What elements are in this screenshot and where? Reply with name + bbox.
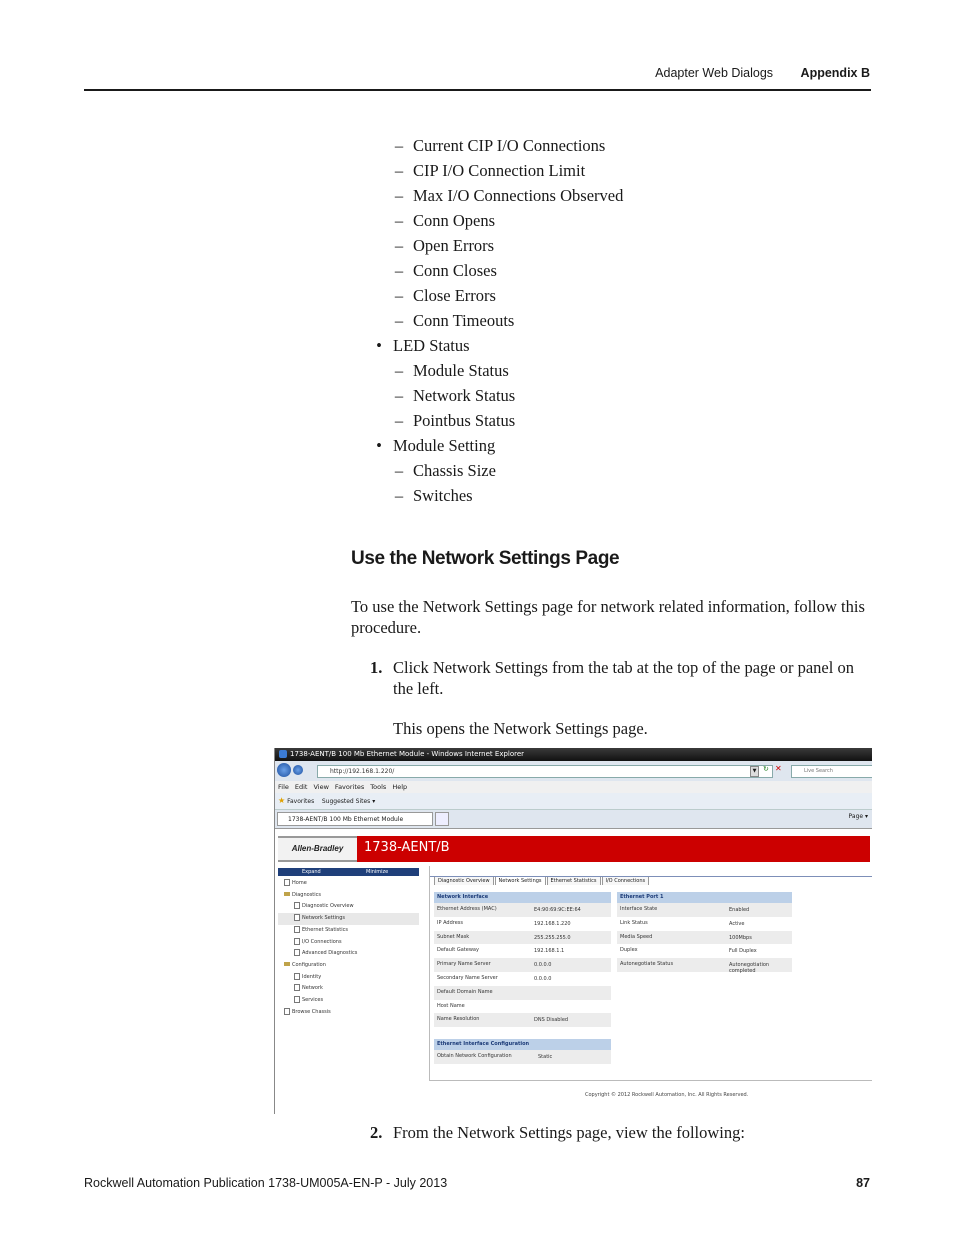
step-1 [370,657,873,699]
menu-tools[interactable]: Tools [370,783,387,791]
row-label: Obtain Network Configuration [437,1053,512,1059]
list-item [394,286,496,306]
table-row [434,986,611,1000]
dash-marker: – [394,311,404,330]
page-tab[interactable]: I/O Connections [602,876,650,885]
step-number: 1. [370,658,383,677]
header-rule [84,89,871,91]
row-label: Media Speed [620,933,653,940]
nav-item-label: Identity [302,973,322,980]
nav-item-label: Home [292,880,307,886]
page-content [429,866,872,1081]
list-item-text: Open Errors [413,236,495,255]
stop-icon[interactable]: ✕ [775,764,782,773]
model-title: 1738-AENT/B [364,840,450,855]
menu-help[interactable]: Help [392,783,408,791]
table-row [617,931,792,945]
bullet-marker: • [376,436,382,455]
list-item-text: Max I/O Connections Observed [413,186,624,205]
list-item-text: Conn Opens [413,211,496,230]
page-tab[interactable]: Network Settings [495,876,546,885]
step-text: From the Network Settings page, view the following: [393,1123,745,1142]
new-tab-button[interactable] [435,812,449,826]
address-bar [275,761,872,781]
nav-item[interactable] [278,925,419,937]
table-row [434,944,611,958]
page-tab[interactable]: Ethernet Statistics [547,876,601,885]
sidebar-toolbar [278,868,419,876]
row-value: Active [729,920,745,927]
header-section: Adapter Web Dialogs [655,66,774,80]
running-header [655,66,870,80]
menu-view[interactable]: View [313,783,329,791]
row-label: Default Domain Name [437,988,493,995]
table-header: Ethernet Interface Configuration [434,1039,611,1050]
nav-item[interactable] [278,913,419,925]
table-row [434,1050,611,1064]
row-value: 192.168.1.1 [534,948,565,955]
dash-marker: – [394,411,404,430]
interface-config-table [434,1039,611,1064]
nav-item-label: Services [302,997,324,1004]
browser-tab[interactable]: 1738-AENT/B 100 Mb Ethernet Module [277,812,433,826]
page-menu[interactable]: Page ▾ [848,813,868,820]
nav-item-label: Browse Chassis [292,1008,331,1015]
menu-edit[interactable]: Edit [294,783,308,791]
nav-item-label: Configuration [292,961,326,968]
row-label: Default Gateway [437,947,479,954]
list-item-text: Close Errors [413,286,496,305]
dash-marker: – [394,461,404,480]
favorites-button[interactable]: Favorites [287,798,315,805]
table-row [434,1000,611,1014]
intro-paragraph: To use the Network Settings page for network related information, follow this procedure. [351,597,865,637]
nav-item[interactable] [278,972,419,984]
row-label: Name Resolution [437,1016,480,1023]
table-row [434,1013,611,1027]
nav-tree [278,878,419,1018]
list-item [376,436,496,456]
list-item [394,411,516,431]
dash-marker: – [394,136,404,155]
header-appendix: Appendix B [800,66,870,80]
row-value: Full Duplex [729,948,757,955]
browser-screenshot [274,748,872,1114]
tab-underline [430,876,872,877]
nav-item[interactable] [278,995,419,1007]
step-2 [370,1122,873,1143]
dash-marker: – [394,361,404,380]
row-label: Primary Name Server [437,961,491,968]
nav-item-label: Diagnostic Overview [302,903,354,910]
nav-sidebar [278,868,419,1018]
list-item [394,186,624,206]
list-item-text: Pointbus Status [413,411,516,430]
row-label: Link Status [620,919,648,926]
row-label: Subnet Mask [437,933,470,940]
dash-marker: – [394,161,404,180]
list-item-text: Module Setting [393,436,496,455]
page-icon [284,1008,290,1015]
table-row [434,931,611,945]
minimize-button[interactable]: Minimize [366,869,389,875]
url-dropdown-icon[interactable]: ▼ [750,766,759,777]
bullet-marker: • [376,336,382,355]
nav-item-label: Diagnostics [292,891,322,898]
folder-icon [284,962,290,966]
favorites-star-icon: ★ [278,796,286,805]
window-titlebar [275,748,872,761]
row-label: Interface State [620,906,658,912]
menu-favorites[interactable]: Favorites [334,783,365,791]
row-value [534,986,594,990]
footer-publication: Rockwell Automation Publication 1738-UM005A-EN-P - July 2013 [84,1176,448,1190]
list-item-text: Conn Closes [413,261,497,280]
nav-item[interactable] [278,1007,419,1019]
url-field[interactable]: http://192.168.1.220/ [317,765,773,778]
window-title: 1738-AENT/B 100 Mb Ethernet Module - Windows Internet Explorer [290,750,525,758]
ethernet-port-table [617,892,792,975]
list-item-text: Module Status [413,361,509,380]
list-item [394,161,586,181]
list-item-text: CIP I/O Connection Limit [413,161,586,180]
step-text: Click Network Settings from the tab at the top of the page or panel on the left. [393,658,854,698]
list-item [394,211,496,231]
list-item-text: Switches [413,486,473,505]
page-icon [294,926,300,933]
page-icon [284,879,290,886]
table-row [617,903,792,917]
table-row [617,958,792,975]
footer-page-number: 87 [856,1176,870,1190]
list-item [394,361,509,381]
list-item [394,236,495,256]
suggested-sites-link[interactable]: Suggested Sites ▾ [321,798,376,805]
nav-item-label: Ethernet Statistics [302,926,348,933]
list-item-text: Network Status [413,386,516,405]
list-item [394,261,497,281]
dash-marker: – [394,286,404,305]
row-value: 192.168.1.220 [534,920,571,927]
list-item [394,461,496,481]
list-item-text: Chassis Size [413,461,496,480]
page-tab[interactable]: Diagnostic Overview [434,876,494,885]
nav-item-label: I/O Connections [302,938,342,945]
forward-icon[interactable] [293,765,303,775]
row-value: 0.0.0.0 [534,962,552,969]
table-row [617,917,792,931]
step-number: 2. [370,1123,383,1142]
row-label: IP Address [437,919,463,926]
page-icon [294,938,300,945]
dash-marker: – [394,186,404,205]
list-item [394,386,516,406]
tab-bar [275,810,872,829]
nav-item[interactable] [278,983,419,995]
product-banner [278,836,870,862]
list-item-text: LED Status [393,336,470,355]
table-row [434,958,611,972]
page-icon [294,914,300,921]
menu-bar [275,781,872,793]
row-value: 255.255.255.0 [534,934,571,941]
dash-marker: – [394,211,404,230]
dash-marker: – [394,386,404,405]
row-value: Enabled [729,907,750,913]
menu-file[interactable]: File [278,783,289,791]
favorites-bar [275,793,872,810]
nav-item[interactable] [278,890,419,902]
folder-icon [284,892,290,896]
page-icon [294,984,300,991]
list-item-text: Conn Timeouts [413,311,515,330]
dash-marker: – [394,261,404,280]
nav-item[interactable] [278,901,419,913]
table-row [434,917,611,931]
nav-item-label: Advanced Diagnostics [302,950,358,957]
list-item [394,136,606,156]
page-icon [294,996,300,1003]
row-label: Autonegotiate Status [620,961,674,968]
back-icon[interactable] [277,763,291,777]
row-label: Secondary Name Server [437,974,498,981]
page-icon [294,902,300,909]
row-value: 0.0.0.0 [534,975,552,982]
step-1-result: This opens the Network Settings page. [393,719,648,738]
table-header: Ethernet Port 1 [617,892,792,903]
section-title: Use the Network Settings Page [351,548,620,569]
nav-item[interactable] [278,960,419,972]
expand-button[interactable]: Expand [302,869,321,875]
row-value: E4:90:69:9C:EE:64 [534,907,581,913]
row-label: Ethernet Address (MAC) [437,906,497,912]
table-header: Network Interface [434,892,611,903]
page-icon [294,949,300,956]
table-row [617,944,792,958]
row-label: Duplex [620,947,638,954]
allen-bradley-logo: Allen-Bradley [278,836,357,862]
nav-item[interactable] [278,878,419,890]
page-tabs [434,867,650,884]
nav-item-label: Network [302,985,323,992]
refresh-icon[interactable]: ↻ [763,765,769,773]
dash-marker: – [394,486,404,505]
dash-marker: – [394,236,404,255]
row-value: Static [538,1054,553,1060]
copyright: Copyright © 2012 Rockwell Automation, Inc. All Rights Reserved. [585,1092,749,1098]
ie-icon [279,750,287,758]
nav-item[interactable] [278,948,419,960]
list-item [394,486,473,506]
page-icon [294,973,300,980]
table-row [434,903,611,917]
list-item [394,311,515,331]
search-field[interactable]: Live Search [791,765,872,778]
row-value: Autonegotiation completed [729,962,770,975]
row-value: 100Mbps [729,934,752,941]
table-row [434,972,611,986]
network-interface-table [434,892,611,1027]
nav-item-label: Network Settings [302,915,345,922]
row-label: Host Name [437,1002,465,1009]
list-item-text: Current CIP I/O Connections [413,136,606,155]
list-item [376,336,470,356]
row-value: DNS Disabled [534,1017,569,1024]
row-value [534,1000,594,1004]
nav-item[interactable] [278,937,419,949]
